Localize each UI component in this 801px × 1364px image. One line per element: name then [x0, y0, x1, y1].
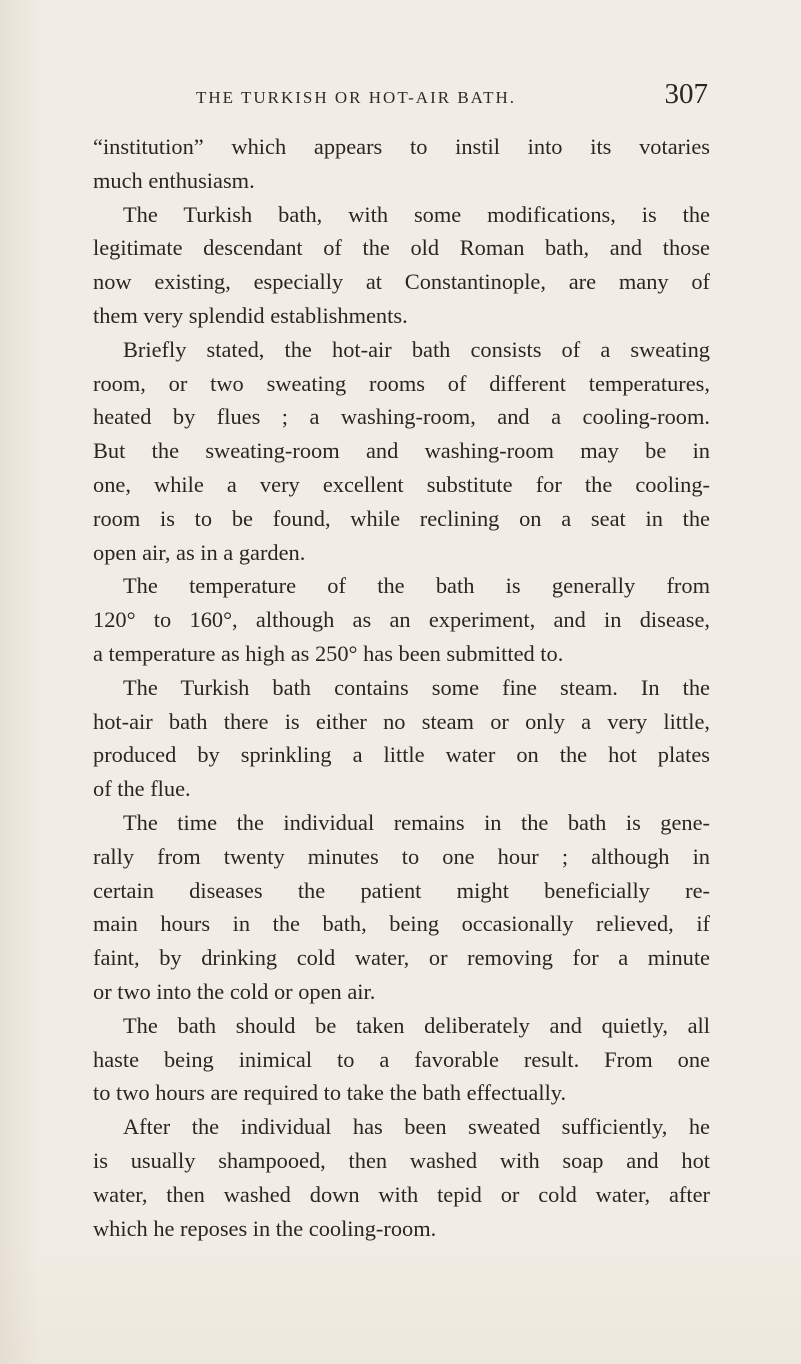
text-line: main hours in the bath, being occasionally relieved, if: [93, 911, 710, 937]
text-line: certain diseases the patient might beneficially re-: [93, 877, 710, 903]
text-line: The temperature of the bath is generally from: [123, 573, 710, 599]
text-line: is usually shampooed, then washed with soap and hot: [93, 1147, 710, 1173]
running-title: THE TURKISH OR HOT-AIR BATH.: [196, 88, 516, 107]
text-line: them very splendid establishments.: [93, 302, 408, 328]
text-line: After the individual has been sweated sufficiently, he: [123, 1114, 710, 1140]
text-line: much enthusiasm.: [93, 167, 255, 193]
running-head: [196, 78, 708, 112]
text-line: “institution” which appears to instil into its votaries: [93, 134, 710, 159]
text-line: or two into the cold or open air.: [93, 978, 376, 1004]
text-line: room, or two sweating rooms of different temperatures,: [93, 370, 710, 396]
text-line: haste being inimical to a favorable result. From one: [93, 1046, 710, 1072]
text-line: water, then washed down with tepid or cold water, after: [93, 1181, 710, 1207]
text-line: to two hours are required to take the bath effectually.: [93, 1080, 567, 1106]
text-line: The Turkish bath, with some modifications, is the: [123, 201, 710, 227]
body-text: [93, 130, 710, 1245]
text-line: now existing, especially at Constantinople, are many of: [93, 269, 710, 295]
text-line: The Turkish bath contains some fine steam. In the: [123, 674, 710, 700]
text-line: heated by flues ; a washing-room, and a cooling-room.: [93, 404, 710, 430]
text-line: produced by sprinkling a little water on the hot plates: [93, 742, 710, 768]
page-number: 307: [664, 78, 708, 110]
text-line: rally from twenty minutes to one hour ; although in: [93, 843, 710, 869]
text-line: one, while a very excellent substitute for the cooling-: [93, 471, 710, 497]
text-line: a temperature as high as 250° has been submitted to.: [93, 640, 564, 666]
text-line: 120° to 160°, although as an experiment, and in disease,: [93, 607, 710, 633]
text-line: hot-air bath there is either no steam or only a very little,: [93, 708, 710, 734]
text-line: of the flue.: [93, 776, 191, 802]
text-line: But the sweating-room and washing-room may be in: [93, 438, 710, 464]
text-line: The bath should be taken deliberately and quietly, all: [123, 1012, 710, 1038]
text-line: which he reposes in the cooling-room.: [93, 1215, 437, 1241]
text-line: room is to be found, while reclining on a seat in the: [93, 505, 710, 531]
text-line: The time the individual remains in the bath is gene-: [123, 809, 710, 835]
text-line: open air, as in a garden.: [93, 539, 306, 565]
text-line: faint, by drinking cold water, or removing for a minute: [93, 945, 710, 971]
text-line: legitimate descendant of the old Roman bath, and those: [93, 235, 710, 261]
text-line: Briefly stated, the hot-air bath consists of a sweating: [123, 336, 710, 362]
